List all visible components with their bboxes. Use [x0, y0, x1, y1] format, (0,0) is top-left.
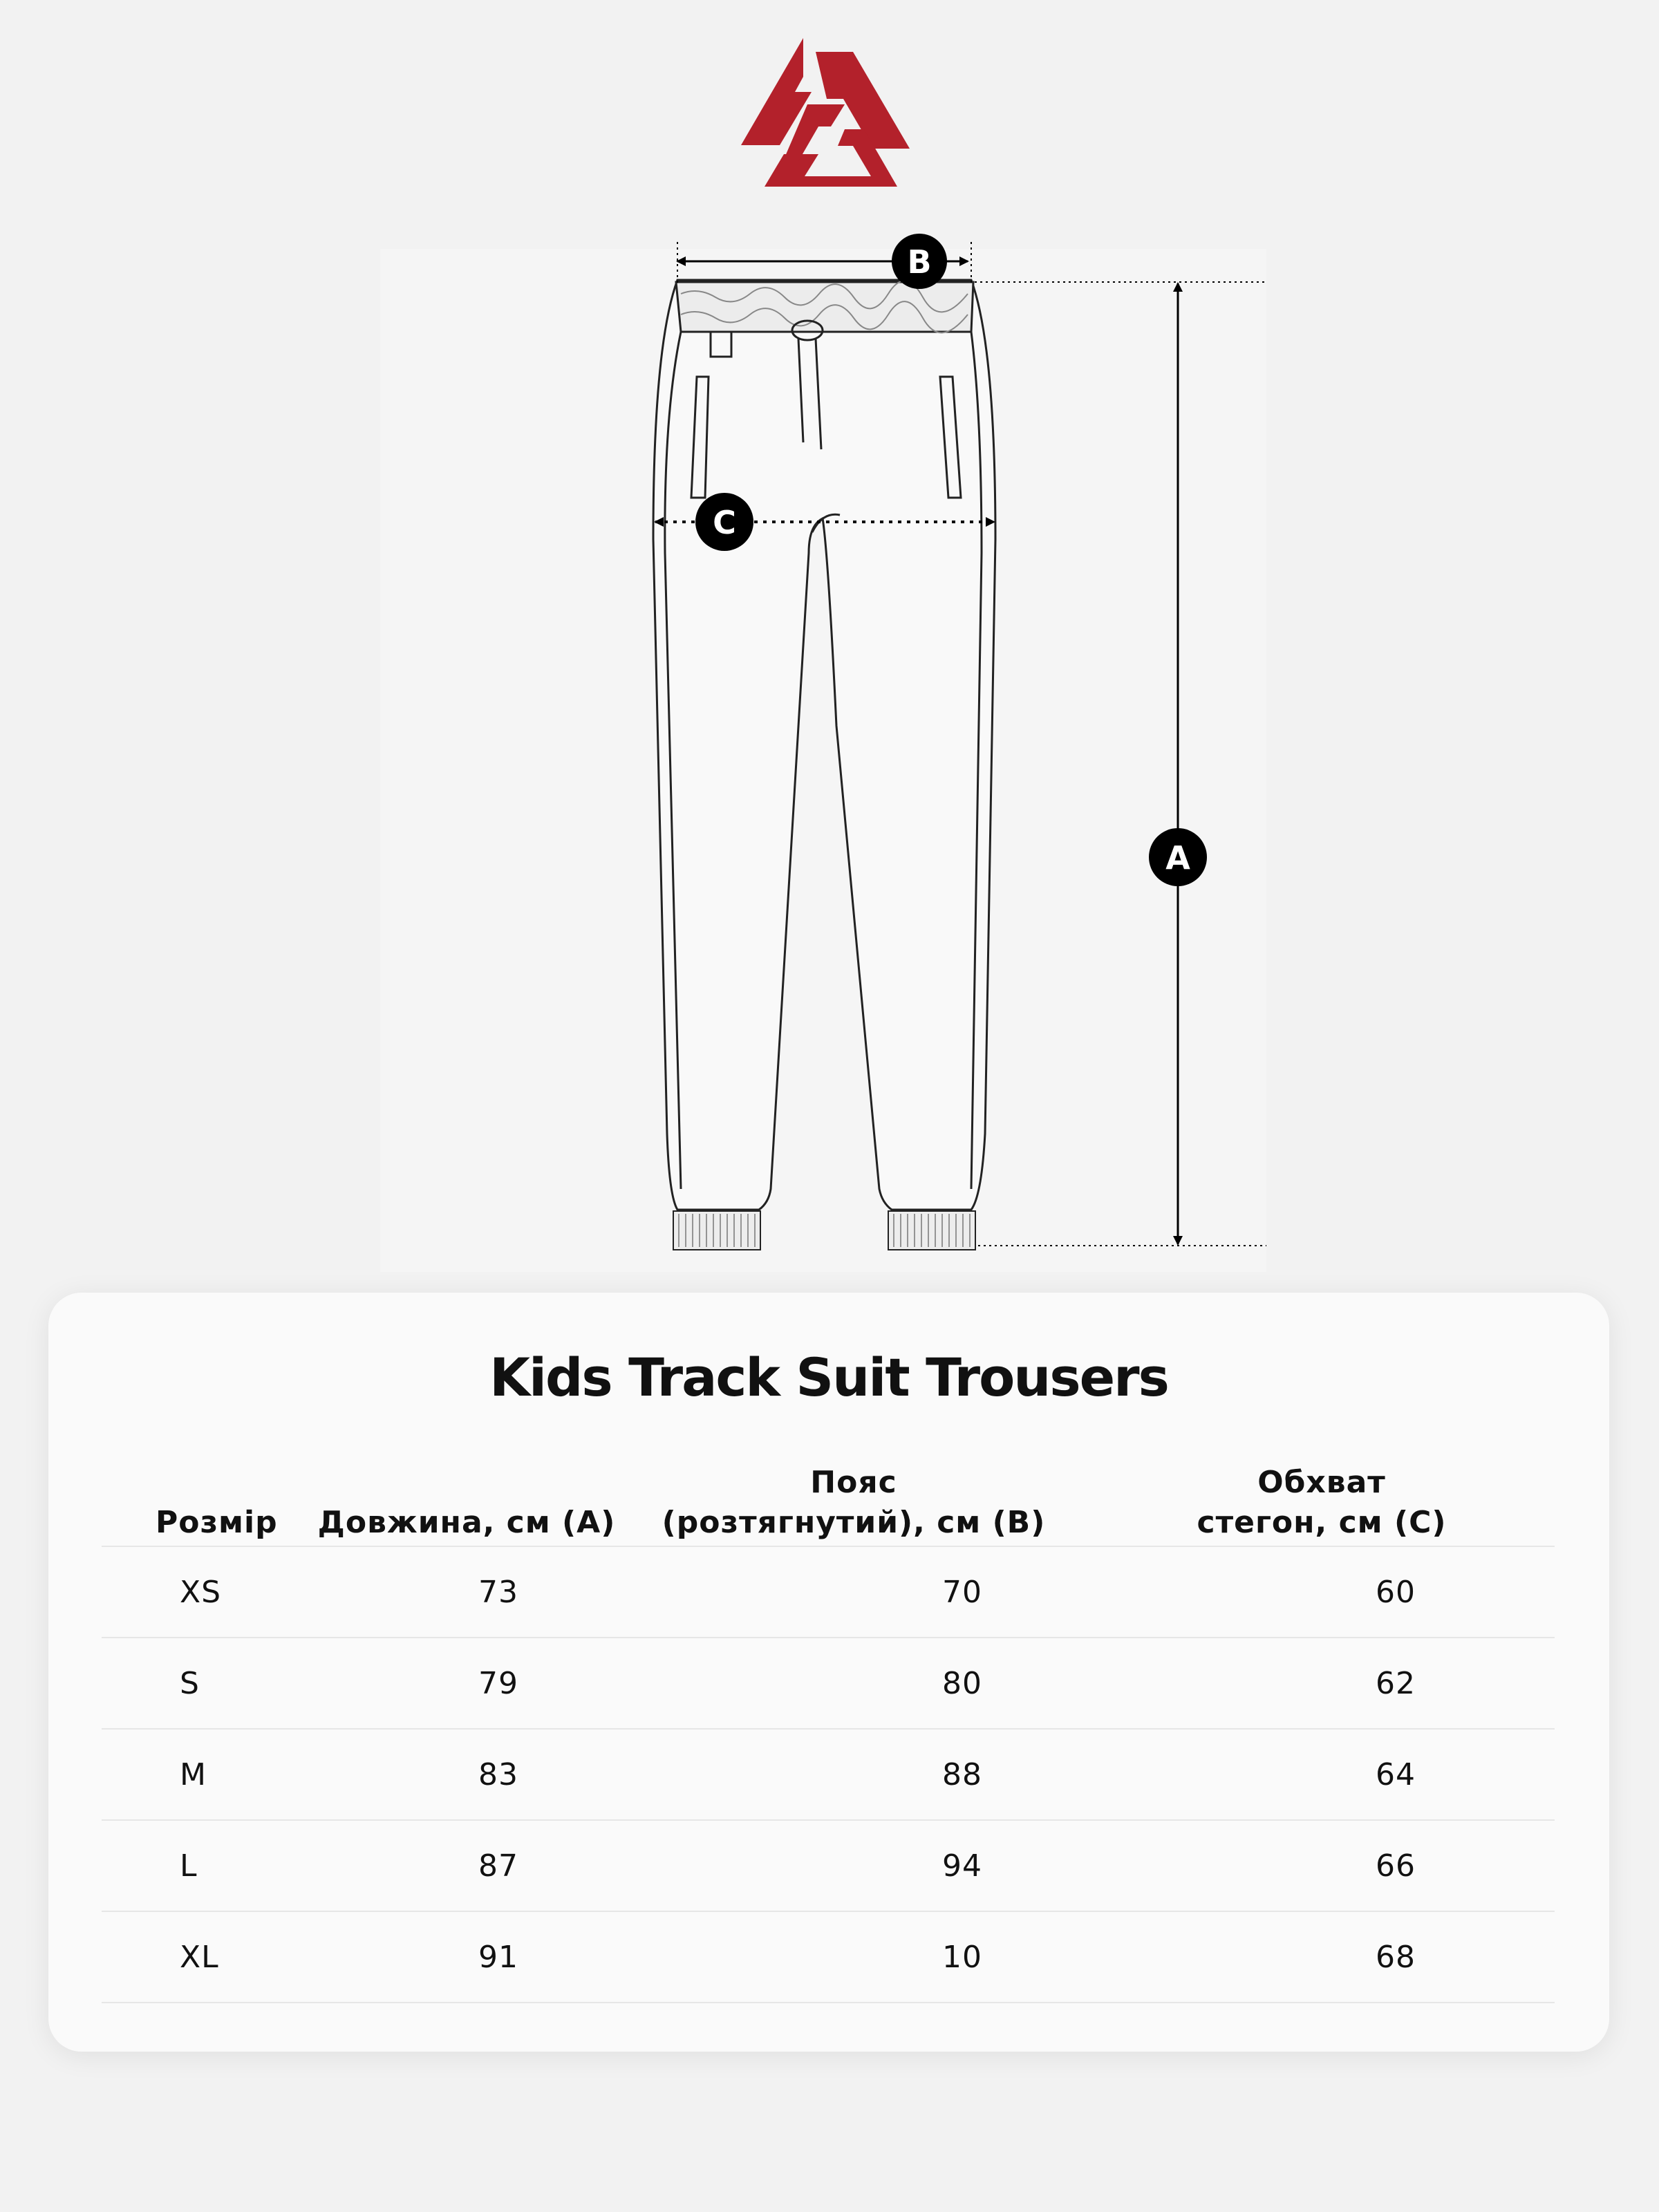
cell-waist: 70 — [619, 1546, 1089, 1638]
cell-size: XS — [102, 1546, 315, 1638]
table-row — [102, 1911, 1555, 2003]
cuffs — [673, 1211, 975, 1250]
cell-hip: 66 — [1089, 1820, 1555, 1911]
cell-size: S — [102, 1638, 315, 1729]
header-size: Розмір — [102, 1452, 315, 1546]
card-title: Kids Track Suit Trousers — [489, 1347, 1168, 1408]
size-chart-card — [48, 1293, 1609, 2052]
badge-c-label: C — [713, 504, 736, 541]
trousers-outline — [653, 280, 995, 1210]
cell-size: L — [102, 1820, 315, 1911]
header-length: Довжина, см (А) — [315, 1452, 619, 1546]
cell-waist: 10 — [619, 1911, 1089, 2003]
table-row — [102, 1546, 1555, 1638]
badge-b-label: B — [907, 243, 932, 281]
badge-a-label: A — [1165, 839, 1190, 877]
cell-hip: 60 — [1089, 1546, 1555, 1638]
cell-length: 83 — [315, 1729, 619, 1820]
cell-waist: 88 — [619, 1729, 1089, 1820]
table-row — [102, 1820, 1555, 1911]
table-header-row — [102, 1452, 1555, 1546]
cell-length: 87 — [315, 1820, 619, 1911]
header-waist: Пояс (розтягнутий), см (В) — [619, 1452, 1089, 1546]
dimension-a — [975, 282, 1266, 1246]
waistband — [676, 282, 973, 332]
cell-waist: 80 — [619, 1638, 1089, 1729]
cell-waist: 94 — [619, 1820, 1089, 1911]
size-table — [102, 1452, 1555, 2003]
cell-hip: 62 — [1089, 1638, 1555, 1729]
cell-hip: 64 — [1089, 1729, 1555, 1820]
cell-length: 91 — [315, 1911, 619, 2003]
header-hip: Обхват стегон, см (С) — [1089, 1452, 1555, 1546]
cell-size: XL — [102, 1911, 315, 2003]
cell-length: 79 — [315, 1638, 619, 1729]
cell-hip: 68 — [1089, 1911, 1555, 2003]
table-row — [102, 1638, 1555, 1729]
table-row — [102, 1729, 1555, 1820]
cell-size: M — [102, 1729, 315, 1820]
cell-length: 73 — [315, 1546, 619, 1638]
